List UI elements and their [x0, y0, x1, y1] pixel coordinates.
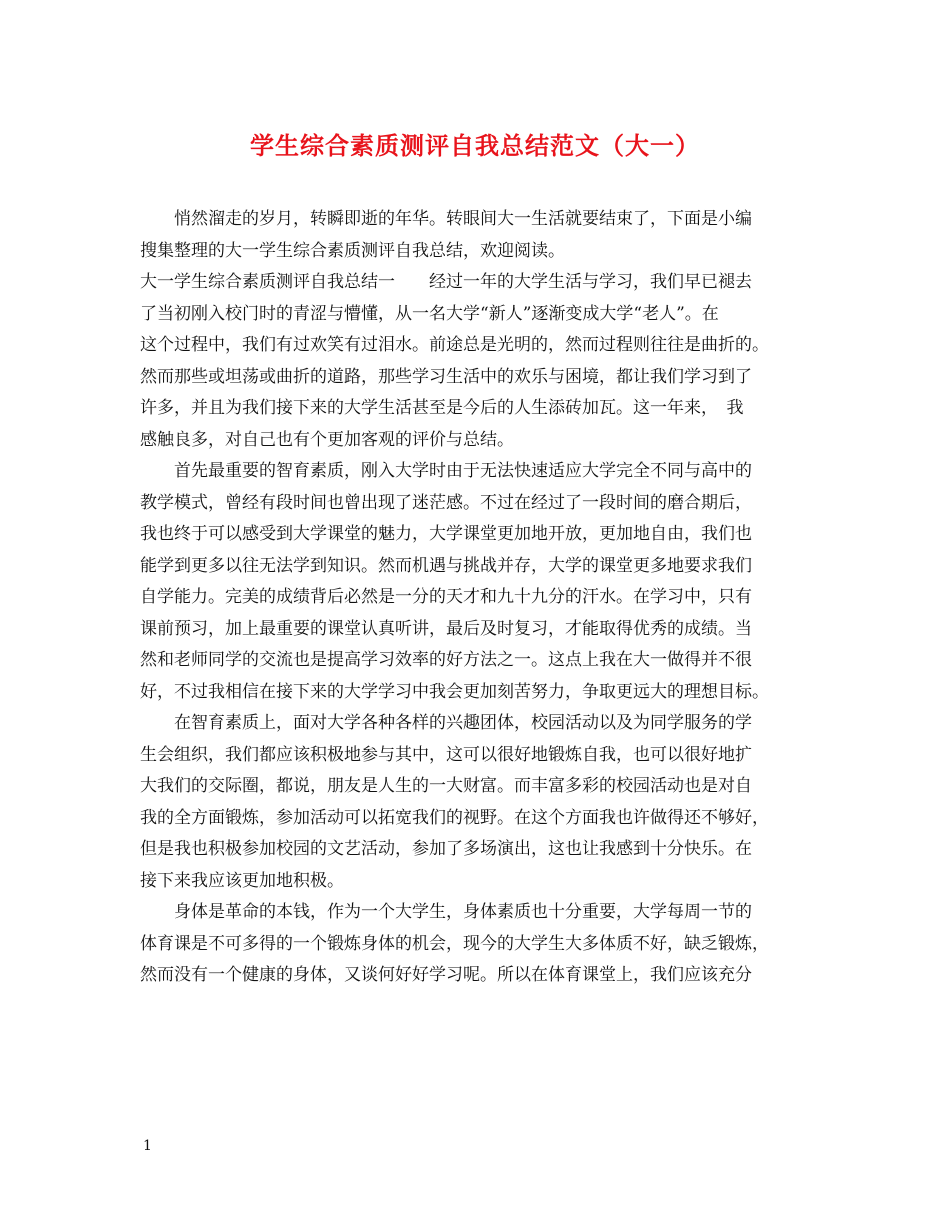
page-number: 1 [143, 1138, 152, 1154]
document-title: 学生综合素质测评自我总结范文（大一） [250, 131, 700, 160]
body-line: 生会组织，我们都应该积极地参与其中，这可以很好地锻炼自我，也可以很好地扩 [140, 744, 752, 765]
body-line: 课前预习，加上最重要的课堂认真听讲，最后及时复习，才能取得优秀的成绩。当 [140, 618, 752, 639]
body-line: 大一学生综合素质测评自我总结一 经过一年的大学生活与学习，我们早已褪去 [140, 272, 752, 292]
body-line: 然而没有一个健康的身体，又谈何好好学习呢。所以在体育课堂上，我们应该充分 [140, 965, 752, 985]
body-line: 悄然溜走的岁月，转瞬即逝的年华。转眼间大一生活就要结束了，下面是小编 [140, 209, 752, 229]
body-line: 然和老师同学的交流也是提高学习效率的好方法之一。这点上我在大一做得并不很 [140, 650, 752, 670]
body-line: 教学模式，曾经有段时间也曾出现了迷茫感。不过在经过了一段时间的磨合期后， [140, 492, 752, 513]
body-line: 但是我也积极参加校园的文艺活动，参加了多场演出，这也让我感到十分快乐。在 [140, 839, 752, 859]
body-line: 好，不过我相信在接下来的大学学习中我会更加刻苦努力，争取更远大的理想目标。 [140, 681, 769, 702]
body-line: 接下来我应该更加地积极。 [140, 870, 344, 891]
body-line: 在智育素质上，面对大学各种各样的兴趣团体，校园活动以及为同学服务的学 [140, 713, 752, 733]
document-body [140, 204, 820, 992]
body-line: 体育课是不可多得的一个锻炼身体的机会，现今的大学生大多体质不好，缺乏锻炼， [140, 933, 769, 954]
body-line: 这个过程中，我们有过欢笑有过泪水。前途总是光明的，然而过程则往往是曲折的。 [140, 335, 769, 355]
body-line: 许多，并且为我们接下来的大学生活甚至是今后的人生添砖加瓦。这一年来， 我 [140, 398, 744, 418]
body-line: 然而那些或坦荡或曲折的道路，那些学习生活中的欢乐与困境，都让我们学习到了 [140, 366, 752, 387]
body-line: 自学能力。完美的成绩背后必然是一分的天才和九十九分的汗水。在学习中，只有 [140, 587, 752, 607]
body-line: 能学到更多以往无法学到知识。然而机遇与挑战并存，大学的课堂更多地要求我们 [140, 555, 752, 576]
body-line: 大我们的交际圈，都说，朋友是人生的一大财富。而丰富多彩的校园活动也是对自 [140, 776, 752, 796]
body-line: 我的全方面锻炼，参加活动可以拓宽我们的视野。在这个方面我也许做得还不够好， [140, 807, 769, 828]
body-line: 身体是革命的本钱，作为一个大学生，身体素质也十分重要，大学每周一节的 [140, 902, 752, 922]
body-line: 搜集整理的大一学生综合素质测评自我总结，欢迎阅读。 [140, 240, 565, 261]
body-line: 首先最重要的智育素质，刚入大学时由于无法快速适应大学完全不同与高中的 [140, 461, 752, 481]
body-line: 我也终于可以感受到大学课堂的魅力，大学课堂更加地开放，更加地自由，我们也 [140, 524, 752, 544]
body-line: 感触良多，对自己也有个更加客观的评价与总结。 [140, 429, 514, 450]
body-line: 了当初刚入校门时的青涩与懵懂，从一名大学“新人”逐渐变成大学“老人”。在 [140, 303, 719, 324]
